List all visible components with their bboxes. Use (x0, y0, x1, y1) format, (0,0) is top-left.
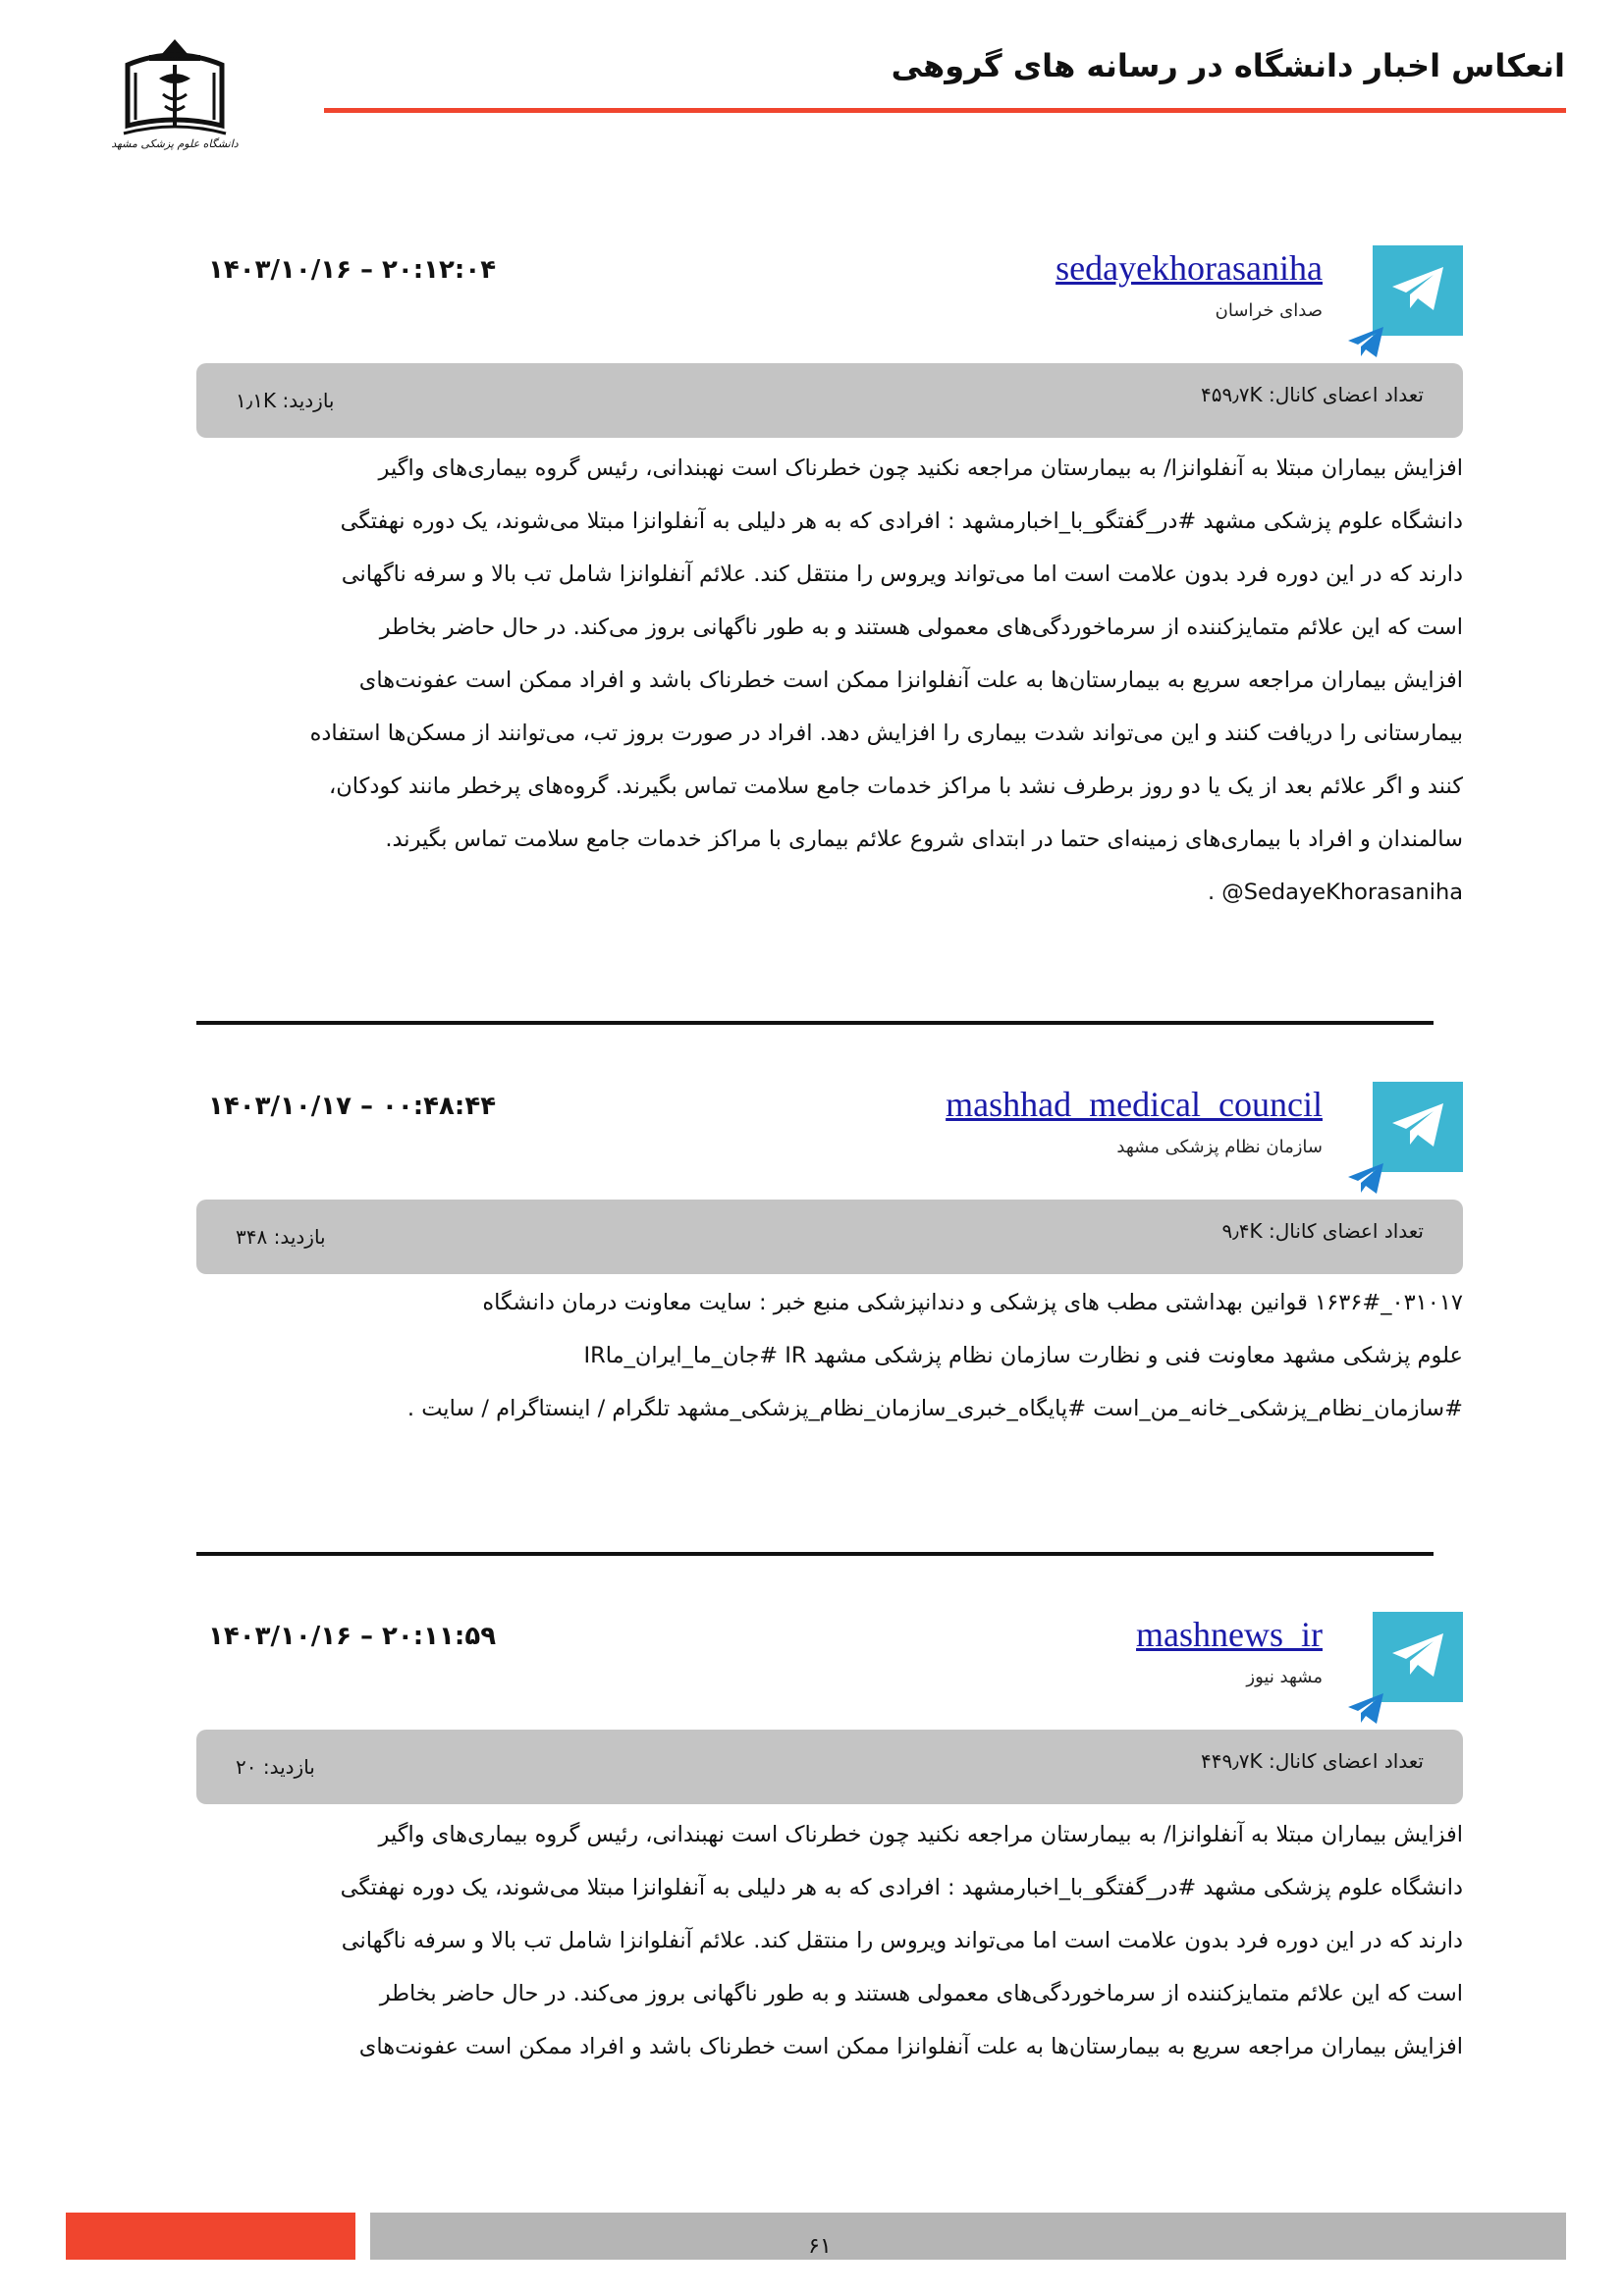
view-count: بازدید: ۳۴۸ (236, 1225, 326, 1249)
post-separator (196, 1021, 1434, 1025)
body-line: سالمندان و افراد با بیماری‌های زمینه‌ای حتما در ابتدای شروع علائم بیماری با مراکز خدمات جامع سلامت تماس بگیرند. (385, 827, 1463, 852)
body-line: دانشگاه علوم پزشکی مشهد #در_گفتگو_با_اخبارمشهد : افرادی که به هر دلیلی به آنفلوانزا مبتلا می‌شوند، یک دوره نهفتگی (340, 508, 1463, 534)
channel-name: مشهد نیوز (1246, 1667, 1323, 1687)
telegram-badge-icon (1347, 1692, 1384, 1730)
body-line: کنند و اگر علائم بعد از یک یا دو روز برطرف نشد با مراکز خدمات جامع سلامت تماس بگیرند. گروه‌های پرخطر مانند کودکان، (328, 774, 1463, 799)
stats-bar (196, 1200, 1463, 1274)
view-count: بازدید: ۲۰ (236, 1755, 315, 1779)
body-line: دارند که در این دوره فرد بدون علامت است اما می‌تواند ویروس را منتقل کند. علائم آنفلوانزا شامل تب بالا و سرفه ناگهانی (341, 1928, 1463, 1953)
member-count: تعداد اعضای کانال: ۴۴۹٫۷K (1201, 1749, 1424, 1773)
body-line: افزایش بیماران مراجعه سریع به بیمارستان‌ها به علت آنفلوانزا ممکن است خطرناک باشد و افراد ممکن است عفونت‌های (358, 2034, 1463, 2059)
telegram-icon (1373, 1612, 1463, 1702)
body-line: افزایش بیماران مبتلا به آنفلوانزا/ به بیمارستان مراجعه نکنید چون خطرناک است نهبندانی، رئیس گروه بیماری‌های واگیر (378, 1822, 1463, 1847)
member-count: تعداد اعضای کانال: ۹٫۴K (1221, 1219, 1424, 1243)
post-datetime: ۱۴۰۳/۱۰/۱۶ – ۲۰:۱۲:۰۴ (208, 255, 497, 285)
body-line: است که این علائم متمایزکننده از سرماخوردگی‌های معمولی هستند و به طور ناگهانی بروز می‌کند. در حال حاضر بخاطر (379, 1981, 1463, 2006)
logo-caption: دانشگاه علوم پزشکی مشهد (111, 137, 239, 150)
body-line: SedayeKhorasaniha@ . (1207, 880, 1463, 905)
channel-link[interactable]: mashnews_ir (1136, 1615, 1323, 1654)
page-header-title: انعکاس اخبار دانشگاه در رسانه های گروهی (891, 47, 1565, 84)
body-line: است که این علائم متمایزکننده از سرماخوردگی‌های معمولی هستند و به طور ناگهانی بروز می‌کند. در حال حاضر بخاطر (379, 614, 1463, 640)
body-line: دارند که در این دوره فرد بدون علامت است اما می‌تواند ویروس را منتقل کند. علائم آنفلوانزا شامل تب بالا و سرفه ناگهانی (341, 561, 1463, 587)
post-body (196, 1808, 1463, 2073)
stats-bar (196, 1730, 1463, 1804)
telegram-icon (1373, 245, 1463, 336)
channel-name: سازمان نظام پزشکی مشهد (1116, 1137, 1323, 1157)
post-datetime: ۱۴۰۳/۱۰/۱۷ – ۰۰:۴۸:۴۴ (208, 1092, 497, 1121)
body-line: افزایش بیماران مراجعه سریع به بیمارستان‌ها به علت آنفلوانزا ممکن است خطرناک باشد و افراد ممکن است عفونت‌های (358, 667, 1463, 693)
header-rule (324, 108, 1566, 113)
footer-bar (370, 2213, 1566, 2260)
body-line: دانشگاه علوم پزشکی مشهد #در_گفتگو_با_اخبارمشهد : افرادی که به هر دلیلی به آنفلوانزا مبتلا می‌شوند، یک دوره نهفتگی (340, 1875, 1463, 1900)
body-line: بیمارستانی را دریافت کنند و این می‌تواند شدت بیماری را افزایش دهد. افراد در صورت بروز تب، می‌توانند از مسکن‌ها استفاده (309, 721, 1463, 746)
telegram-badge-icon (1347, 1162, 1384, 1200)
body-line: افزایش بیماران مبتلا به آنفلوانزا/ به بیمارستان مراجعه نکنید چون خطرناک است نهبندانی، رئیس گروه بیماری‌های واگیر (378, 455, 1463, 481)
body-line: #سازمان_نظام_پزشکی_خانه_من_است #پایگاه_خبری_سازمان_نظام_پزشکی_مشهد تلگرام / اینستاگرام / سایت . (406, 1396, 1463, 1421)
telegram-badge-icon (1347, 326, 1384, 363)
post-body (196, 442, 1463, 919)
post-datetime: ۱۴۰۳/۱۰/۱۶ – ۲۰:۱۱:۵۹ (208, 1622, 497, 1651)
view-count: بازدید: ۱٫۱K (236, 389, 335, 412)
post-separator (196, 1552, 1434, 1556)
channel-link[interactable]: mashhad_medical_council (946, 1085, 1323, 1124)
telegram-icon (1373, 1082, 1463, 1172)
body-line: ۰۳۱۰۱۷_۱۶۳۶# قوانین بهداشتی مطب های پزشکی و دندانپزشکی منبع خبر : سایت معاونت درمان دانشگاه (482, 1290, 1463, 1315)
channel-name: صدای خراسان (1215, 300, 1323, 321)
page-number: ۶۱ (808, 2234, 832, 2259)
body-line: علوم پزشکی مشهد معاونت فنی و نظارت سازمان نظام پزشکی مشهد IR #جان_ما_ایران_ماIR (583, 1343, 1463, 1368)
footer-accent-bar (66, 2213, 355, 2260)
channel-link[interactable]: sedayekhorasaniha (1056, 248, 1323, 288)
stats-bar (196, 363, 1463, 438)
post-body (196, 1276, 1463, 1435)
member-count: تعداد اعضای کانال: ۴۵۹٫۷K (1201, 383, 1424, 406)
